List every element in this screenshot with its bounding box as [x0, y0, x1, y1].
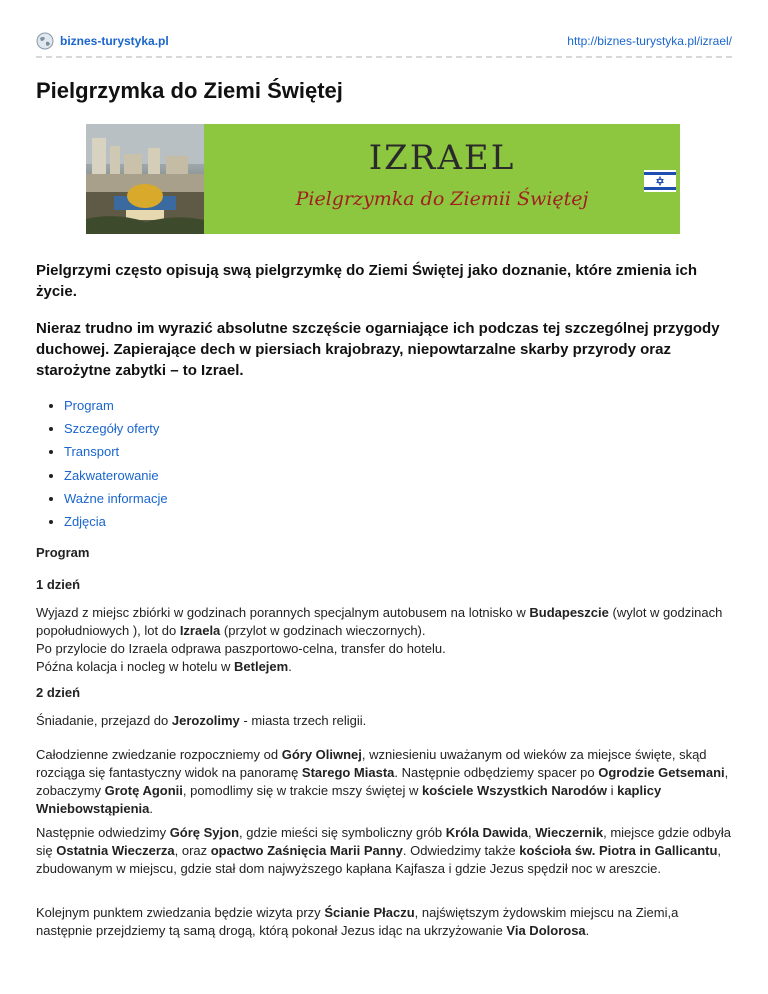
day2-paragraph-4: Kolejnym punktem zwiedzania będzie wizyta przy Ścianie Płaczu, najświętszym żydowskim miejscu na Ziemi,a następnie przejdziemy tą samą drogą, którą pokonał Jezus idąc na ukrzyżowanie Via Dolorosa. — [36, 905, 679, 938]
page-header — [36, 30, 732, 58]
day2-paragraph-2: Całodzienne zwiedzanie rozpoczniemy od Góry Oliwnej, wzniesieniu uważanym od wieków za miejsce święte, skąd rozciąga się fantastyczny widok na panoramę Starego Miasta. Następnie odbędziemy spacer po Ogrodzie Getsemani, zobaczymy Grotę Agonii, pomodlimy się w trakcie mszy świętej w kościele Wszystkich Narodów i kaplicy Wniebowstąpienia. — [36, 747, 729, 816]
toc-item — [64, 489, 168, 512]
day1-text: Wyjazd z miejsc zbiórki w godzinach porannych specjalnym autobusem na lotnisko w Budapeszcie (wylot w godzinach popołudniowych ), lot do Izraela (przylot w godzinach wieczornych). Po przylocie do Izraela odprawa paszportowo-celna, transfer do hotelu. Późna kolacja i nocleg w hotelu w Betlejem. — [36, 605, 723, 674]
intro-paragraph-2: Nieraz trudno im wyrazić absolutne szczęście ogarniające ich podczas tej szczególnej przygody duchowej. Zapierające dech w piersiach krajobrazy, niepowtarzalne skarby przyrody oraz starożytne zabytki – to Izrael. — [36, 320, 720, 379]
table-of-contents — [36, 396, 168, 535]
toc-link-accommodation[interactable]: Zakwaterowanie — [64, 467, 159, 483]
toc-item — [64, 442, 168, 465]
toc-link-offer-details[interactable]: Szczegóły oferty — [64, 421, 160, 437]
toc-link-transport[interactable]: Transport — [64, 444, 120, 460]
banner-image — [86, 124, 680, 234]
globe-icon — [36, 32, 54, 50]
day2-paragraph-3: Następnie odwiedzimy Górę Syjon, gdzie mieści się symboliczny grób Króla Dawida, Wieczernik, miejsce gdzie odbyła się Ostatnia Wieczerza, oraz opactwo Zaśnięcia Marii Panny. Odwiedzimy także kościoła św. Piotra in Gallicantu, zbudowanym w miejscu, gdzie stał dom najwyższego kapłana Kajfasza i gdzie Jezus spędził noc w areszcie. — [36, 825, 731, 876]
toc-item — [64, 419, 168, 442]
banner-title: IZRAEL — [368, 138, 516, 178]
israel-flag-icon — [644, 170, 676, 192]
toc-link-photos[interactable]: Zdjęcia — [64, 513, 106, 529]
site-name-link[interactable]: biznes-turystyka.pl — [60, 34, 169, 48]
day1-heading: 1 dzień — [36, 577, 81, 592]
toc-item — [64, 466, 168, 489]
toc-item — [64, 512, 168, 535]
site-info — [36, 32, 169, 50]
toc-link-important-info[interactable]: Ważne informacje — [64, 490, 168, 506]
page-url-link[interactable]: http://biznes-turystyka.pl/izrael/ — [567, 34, 732, 48]
toc-item — [64, 396, 168, 419]
page-title: Pielgrzymka do Ziemi Świętej — [36, 78, 343, 103]
jerusalem-photo — [86, 124, 204, 234]
banner-subtitle: Pielgrzymka do Ziemii Świętej — [295, 188, 589, 210]
day2-paragraph-1: Śniadanie, przejazd do Jerozolimy - miasta trzech religii. — [36, 713, 367, 728]
intro-paragraph-1: Pielgrzymi często opisują swą pielgrzymkę do Ziemi Świętej jako doznanie, które zmienia ich życie. — [36, 262, 698, 300]
banner-text-panel — [204, 124, 680, 234]
toc-link-program[interactable]: Program — [64, 398, 114, 413]
day2-heading: 2 dzień — [36, 685, 81, 700]
program-heading: Program — [36, 545, 90, 560]
